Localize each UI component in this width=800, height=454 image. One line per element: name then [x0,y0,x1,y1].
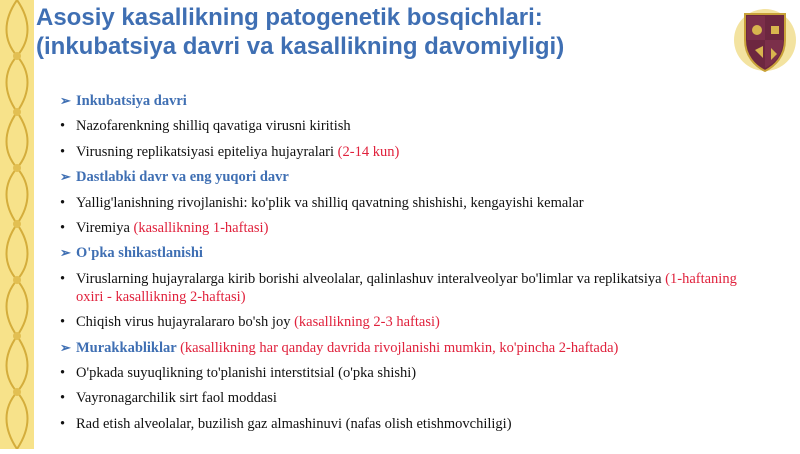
bullet-item [60,117,750,135]
dot-bullet-icon: • [60,314,66,331]
dot-bullet-icon: • [60,194,66,211]
bullet-item [60,143,750,161]
bullet-text: Virusning replikatsiyasi epiteliya hujayralari [76,143,338,160]
dot-bullet-icon: • [60,270,66,287]
highlighted-note: (kasallikning har qanday davrida rivojlanishi mumkin, ko'pincha 2-haftada) [180,339,619,356]
bullet-text: Vayronagarchilik sirt faol moddasi [76,390,277,407]
bullet-text: Yallig'lanishning rivojlanishi: ko'plik va shilliq qavatning shishishi, kengayishi kemalar [76,194,584,211]
university-emblem-icon [733,6,797,74]
highlighted-note: (kasallikning 1-haftasi) [133,219,269,236]
bullet-item [60,219,750,237]
slide-title [36,3,726,61]
section-heading [60,339,750,357]
section-heading [60,168,750,186]
bullet-item [60,270,750,306]
bullet-item [60,194,750,212]
arrow-bullet-icon: ➢ [60,169,71,185]
section-heading-text: Murakkabliklar [76,339,181,356]
section-heading-text: O'pka shikastlanishi [76,245,203,262]
bullet-text: Chiqish virus hujayralararo bo'sh joy [76,314,295,331]
section-heading-text: Dastlabki davr va eng yuqori davr [76,169,289,186]
dot-bullet-icon: • [60,415,66,432]
dot-bullet-icon: • [60,390,66,407]
highlighted-note: (2-14 kun) [337,143,400,160]
bullet-text: Nazofarenkning shilliq qavatiga virusni kiritish [76,118,351,135]
bullet-item [60,389,750,407]
dot-bullet-icon: • [60,143,66,160]
dot-bullet-icon: • [60,219,66,236]
bullet-text: Viruslarning hujayralarga kirib borishi alveolalar, qalinlashuv interalveolyar bo'limlar va replikatsiya [76,270,666,287]
bullet-text: Viremiya [76,219,134,236]
bullet-item [60,415,750,433]
arrow-bullet-icon: ➢ [60,339,71,355]
section-heading [60,92,750,110]
decorative-ornament-border [0,0,34,449]
bullet-text: Rad etish alveolalar, buzilish gaz almashinuvi (nafas olish etishmovchiligi) [76,415,512,432]
slide-title-line-1: Asosiy kasallikning patogenetik bosqichlari: [36,4,543,31]
slide-title-line-2: (inkubatsiya davri va kasallikning davomiyligi) [36,33,565,60]
dot-bullet-icon: • [60,118,66,135]
bullet-text: O'pkada suyuqlikning to'planishi interstitsial (o'pka shishi) [76,364,417,381]
bullet-item [60,364,750,382]
arrow-bullet-icon: ➢ [60,93,71,108]
section-heading-text: Inkubatsiya davri [76,93,187,109]
slide-content-list [60,92,750,440]
dot-bullet-icon: • [60,364,66,381]
highlighted-note: (kasallikning 2-3 haftasi) [294,314,440,331]
bullet-item [60,313,750,331]
arrow-bullet-icon: ➢ [60,245,71,261]
section-heading [60,244,750,262]
highlighted-note: (1-haftaning oxiri - kasallikning 2-haftasi) [76,270,737,305]
